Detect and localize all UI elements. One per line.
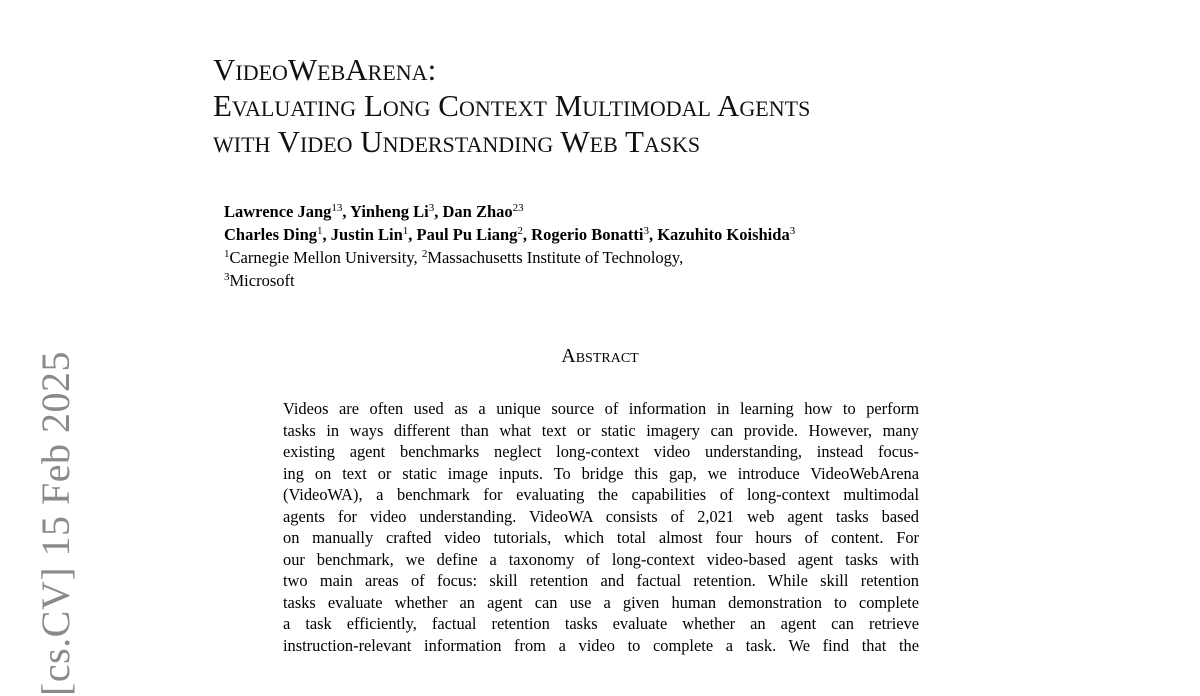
author-name: Dan Zhao xyxy=(442,202,513,221)
author-affiliation-mark: 2 xyxy=(517,225,523,237)
abstract-line: existing agent benchmarks neglect long-context video understanding, instead focus- xyxy=(283,442,919,461)
abstract-line: two main areas of focus: skill retention and factual retention. While skill retention xyxy=(283,571,919,590)
affiliation-text: Carnegie Mellon University, xyxy=(229,248,422,267)
author-affiliation-mark: 3 xyxy=(789,225,796,237)
affiliation-mark: 2 xyxy=(421,248,428,260)
arxiv-stamp-text: [cs.CV] 15 Feb 2025 xyxy=(33,350,78,696)
author-line-1 xyxy=(224,200,795,223)
author-separator: , xyxy=(522,225,532,244)
abstract-line: instruction-relevant information from a video to complete a task. We find that the xyxy=(283,635,919,655)
abstract-line: a task efficiently, factual retention tasks evaluate whether an agent can retrieve xyxy=(283,614,919,633)
author-separator: , xyxy=(648,225,658,244)
abstract-line: Videos are often used as a unique source of information in learning how to perform xyxy=(283,399,919,418)
abstract-line: on manually crafted video tutorials, which total almost four hours of content. For xyxy=(283,528,919,547)
author-name: Justin Lin xyxy=(330,225,403,244)
author-separator: , xyxy=(408,225,417,244)
affiliation-mark: 1 xyxy=(224,248,230,260)
author-name: Kazuhito Koishida xyxy=(657,225,790,244)
author-name: Yinheng Li xyxy=(350,202,429,221)
paper-title xyxy=(213,52,810,160)
title-line-2: Evaluating Long Context Multimodal Agents xyxy=(213,88,811,123)
abstract-body xyxy=(283,398,919,656)
author-line-2 xyxy=(224,223,795,246)
author-affiliation-mark: 1 xyxy=(317,225,323,237)
author-name: Rogerio Bonatti xyxy=(531,225,644,244)
author-affiliation-mark: 13 xyxy=(331,202,343,214)
author-block xyxy=(224,200,795,292)
abstract-line: agents for video understanding. VideoWA consists of 2,021 web agent tasks based xyxy=(283,506,919,526)
abstract-line: ing on text or static image inputs. To bridge this gap, we introduce VideoWebArena xyxy=(283,463,919,483)
abstract-line: tasks evaluate whether an agent can use a given human demonstration to complete xyxy=(283,592,919,612)
author-name: Lawrence Jang xyxy=(224,202,332,221)
author-separator: , xyxy=(322,225,331,244)
title-line-3: with Video Understanding Web Tasks xyxy=(213,124,701,159)
author-affiliation-mark: 3 xyxy=(428,202,435,214)
affiliation-line-1 xyxy=(224,246,795,269)
affiliation-mark: 3 xyxy=(224,271,230,283)
affiliation-line-2 xyxy=(224,269,795,292)
author-affiliation-mark: 3 xyxy=(643,225,649,237)
title-line-1: VideoWebArena: xyxy=(213,52,437,87)
abstract-line: (VideoWA), a benchmark for evaluating the capabilities of long-context multimodal xyxy=(283,485,919,504)
abstract-line: tasks in ways different than what text or static imagery can provide. However, many xyxy=(283,420,919,440)
affiliation-text: Massachusetts Institute of Technology, xyxy=(427,248,684,267)
author-name: Paul Pu Liang xyxy=(416,225,518,244)
author-affiliation-mark: 1 xyxy=(402,225,409,237)
author-affiliation-mark: 23 xyxy=(512,202,524,214)
abstract-heading: Abstract xyxy=(561,345,639,367)
abstract-line: our benchmark, we define a taxonomy of long-context video-based agent tasks with xyxy=(283,549,919,569)
author-separator: , xyxy=(434,202,443,221)
author-name: Charles Ding xyxy=(224,225,318,244)
author-separator: , xyxy=(342,202,351,221)
affiliation-text: Microsoft xyxy=(229,271,295,290)
